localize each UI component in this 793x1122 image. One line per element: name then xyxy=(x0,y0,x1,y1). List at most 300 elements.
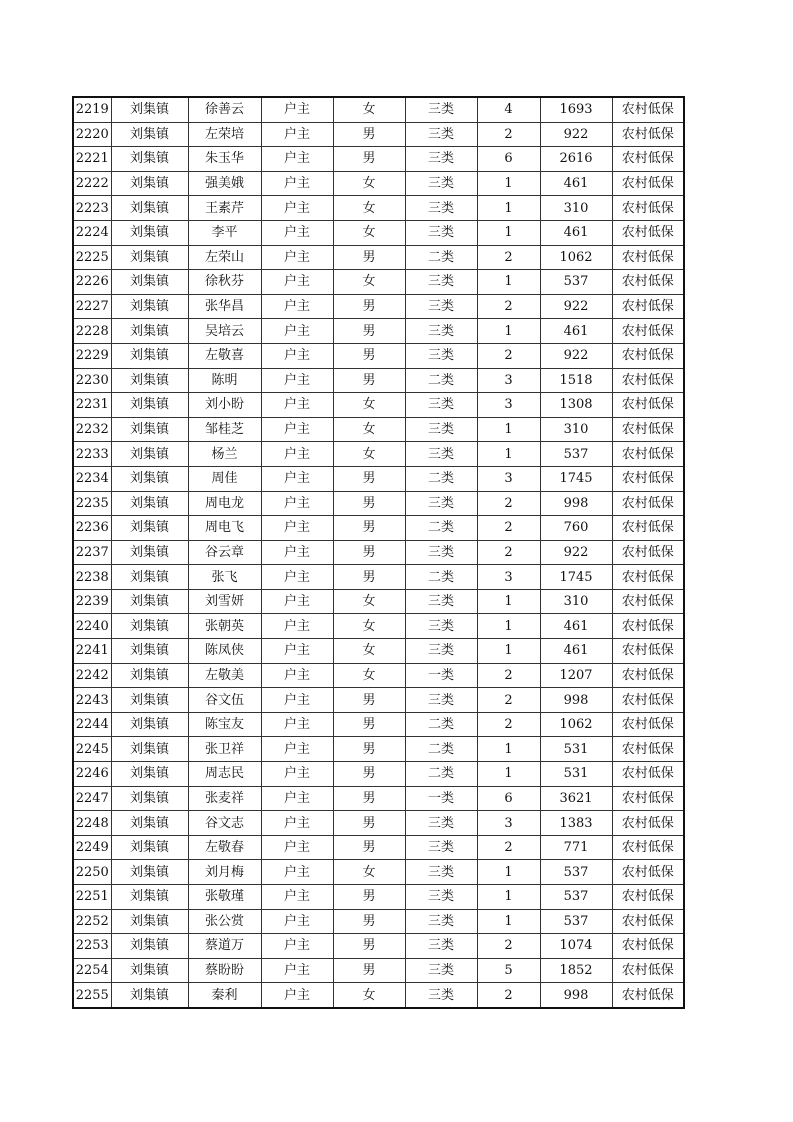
household-size-cell: 1 xyxy=(477,762,540,787)
row-number-cell: 2221 xyxy=(73,147,111,172)
gender-cell: 男 xyxy=(333,122,405,147)
amount-cell: 461 xyxy=(540,614,612,639)
row-number-cell: 2252 xyxy=(73,909,111,934)
category-cell: 三类 xyxy=(405,220,477,245)
town-cell: 刘集镇 xyxy=(111,811,188,836)
table-row xyxy=(73,97,684,122)
aid-type-cell: 农村低保 xyxy=(612,343,684,368)
document-page xyxy=(72,96,683,1009)
row-number-cell: 2227 xyxy=(73,294,111,319)
aid-type-cell: 农村低保 xyxy=(612,614,684,639)
aid-type-cell: 农村低保 xyxy=(612,811,684,836)
row-number-cell: 2253 xyxy=(73,934,111,959)
gender-cell: 男 xyxy=(333,245,405,270)
household-size-cell: 1 xyxy=(477,614,540,639)
town-cell: 刘集镇 xyxy=(111,196,188,221)
household-size-cell: 1 xyxy=(477,860,540,885)
beneficiary-table xyxy=(72,96,685,1009)
household-size-cell: 1 xyxy=(477,319,540,344)
name-cell: 左荣培 xyxy=(188,122,261,147)
table-row xyxy=(73,171,684,196)
aid-type-cell: 农村低保 xyxy=(612,712,684,737)
household-size-cell: 2 xyxy=(477,343,540,368)
gender-cell: 女 xyxy=(333,97,405,122)
gender-cell: 男 xyxy=(333,147,405,172)
name-cell: 张飞 xyxy=(188,565,261,590)
gender-cell: 男 xyxy=(333,466,405,491)
amount-cell: 1308 xyxy=(540,393,612,418)
aid-type-cell: 农村低保 xyxy=(612,196,684,221)
category-cell: 三类 xyxy=(405,958,477,983)
town-cell: 刘集镇 xyxy=(111,885,188,910)
town-cell: 刘集镇 xyxy=(111,934,188,959)
aid-type-cell: 农村低保 xyxy=(612,762,684,787)
name-cell: 刘月梅 xyxy=(188,860,261,885)
town-cell: 刘集镇 xyxy=(111,737,188,762)
household-size-cell: 2 xyxy=(477,491,540,516)
town-cell: 刘集镇 xyxy=(111,958,188,983)
town-cell: 刘集镇 xyxy=(111,540,188,565)
name-cell: 张卫祥 xyxy=(188,737,261,762)
name-cell: 周电龙 xyxy=(188,491,261,516)
gender-cell: 男 xyxy=(333,958,405,983)
relation-cell: 户主 xyxy=(261,417,333,442)
category-cell: 三类 xyxy=(405,319,477,344)
name-cell: 强美娥 xyxy=(188,171,261,196)
name-cell: 周志民 xyxy=(188,762,261,787)
category-cell: 三类 xyxy=(405,540,477,565)
gender-cell: 男 xyxy=(333,712,405,737)
category-cell: 三类 xyxy=(405,147,477,172)
aid-type-cell: 农村低保 xyxy=(612,442,684,467)
aid-type-cell: 农村低保 xyxy=(612,294,684,319)
table-row xyxy=(73,196,684,221)
gender-cell: 女 xyxy=(333,220,405,245)
category-cell: 三类 xyxy=(405,393,477,418)
category-cell: 一类 xyxy=(405,663,477,688)
table-row xyxy=(73,934,684,959)
category-cell: 三类 xyxy=(405,196,477,221)
aid-type-cell: 农村低保 xyxy=(612,466,684,491)
name-cell: 蔡道万 xyxy=(188,934,261,959)
amount-cell: 461 xyxy=(540,639,612,664)
town-cell: 刘集镇 xyxy=(111,147,188,172)
gender-cell: 男 xyxy=(333,516,405,541)
aid-type-cell: 农村低保 xyxy=(612,737,684,762)
name-cell: 谷文伍 xyxy=(188,688,261,713)
amount-cell: 310 xyxy=(540,196,612,221)
aid-type-cell: 农村低保 xyxy=(612,983,684,1008)
table-row xyxy=(73,245,684,270)
household-size-cell: 3 xyxy=(477,393,540,418)
row-number-cell: 2232 xyxy=(73,417,111,442)
gender-cell: 女 xyxy=(333,614,405,639)
town-cell: 刘集镇 xyxy=(111,860,188,885)
aid-type-cell: 农村低保 xyxy=(612,663,684,688)
relation-cell: 户主 xyxy=(261,565,333,590)
town-cell: 刘集镇 xyxy=(111,516,188,541)
table-row xyxy=(73,442,684,467)
town-cell: 刘集镇 xyxy=(111,417,188,442)
town-cell: 刘集镇 xyxy=(111,712,188,737)
town-cell: 刘集镇 xyxy=(111,294,188,319)
town-cell: 刘集镇 xyxy=(111,589,188,614)
table-row xyxy=(73,786,684,811)
amount-cell: 310 xyxy=(540,589,612,614)
amount-cell: 998 xyxy=(540,688,612,713)
table-row xyxy=(73,589,684,614)
name-cell: 左敬美 xyxy=(188,663,261,688)
aid-type-cell: 农村低保 xyxy=(612,97,684,122)
row-number-cell: 2240 xyxy=(73,614,111,639)
amount-cell: 922 xyxy=(540,343,612,368)
row-number-cell: 2239 xyxy=(73,589,111,614)
town-cell: 刘集镇 xyxy=(111,565,188,590)
relation-cell: 户主 xyxy=(261,639,333,664)
household-size-cell: 2 xyxy=(477,540,540,565)
name-cell: 张朝英 xyxy=(188,614,261,639)
row-number-cell: 2234 xyxy=(73,466,111,491)
town-cell: 刘集镇 xyxy=(111,171,188,196)
table-row xyxy=(73,885,684,910)
town-cell: 刘集镇 xyxy=(111,343,188,368)
relation-cell: 户主 xyxy=(261,122,333,147)
amount-cell: 760 xyxy=(540,516,612,541)
category-cell: 三类 xyxy=(405,97,477,122)
table-row xyxy=(73,688,684,713)
category-cell: 三类 xyxy=(405,934,477,959)
household-size-cell: 1 xyxy=(477,220,540,245)
category-cell: 二类 xyxy=(405,516,477,541)
table-row xyxy=(73,983,684,1008)
relation-cell: 户主 xyxy=(261,614,333,639)
household-size-cell: 6 xyxy=(477,147,540,172)
name-cell: 张公赏 xyxy=(188,909,261,934)
table-row xyxy=(73,466,684,491)
relation-cell: 户主 xyxy=(261,983,333,1008)
gender-cell: 男 xyxy=(333,368,405,393)
category-cell: 三类 xyxy=(405,688,477,713)
aid-type-cell: 农村低保 xyxy=(612,368,684,393)
household-size-cell: 2 xyxy=(477,294,540,319)
household-size-cell: 1 xyxy=(477,737,540,762)
aid-type-cell: 农村低保 xyxy=(612,540,684,565)
gender-cell: 男 xyxy=(333,835,405,860)
table-row xyxy=(73,220,684,245)
name-cell: 邹桂芝 xyxy=(188,417,261,442)
row-number-cell: 2250 xyxy=(73,860,111,885)
name-cell: 杨兰 xyxy=(188,442,261,467)
table-row xyxy=(73,319,684,344)
category-cell: 一类 xyxy=(405,786,477,811)
household-size-cell: 5 xyxy=(477,958,540,983)
town-cell: 刘集镇 xyxy=(111,762,188,787)
aid-type-cell: 农村低保 xyxy=(612,639,684,664)
row-number-cell: 2254 xyxy=(73,958,111,983)
household-size-cell: 2 xyxy=(477,934,540,959)
household-size-cell: 2 xyxy=(477,516,540,541)
relation-cell: 户主 xyxy=(261,540,333,565)
town-cell: 刘集镇 xyxy=(111,393,188,418)
town-cell: 刘集镇 xyxy=(111,442,188,467)
table-row xyxy=(73,540,684,565)
aid-type-cell: 农村低保 xyxy=(612,171,684,196)
amount-cell: 998 xyxy=(540,983,612,1008)
aid-type-cell: 农村低保 xyxy=(612,417,684,442)
relation-cell: 户主 xyxy=(261,860,333,885)
relation-cell: 户主 xyxy=(261,171,333,196)
household-size-cell: 4 xyxy=(477,97,540,122)
household-size-cell: 2 xyxy=(477,712,540,737)
name-cell: 徐秋芬 xyxy=(188,270,261,295)
row-number-cell: 2225 xyxy=(73,245,111,270)
name-cell: 刘雪妍 xyxy=(188,589,261,614)
town-cell: 刘集镇 xyxy=(111,614,188,639)
name-cell: 秦利 xyxy=(188,983,261,1008)
amount-cell: 922 xyxy=(540,540,612,565)
relation-cell: 户主 xyxy=(261,958,333,983)
gender-cell: 女 xyxy=(333,196,405,221)
town-cell: 刘集镇 xyxy=(111,466,188,491)
amount-cell: 461 xyxy=(540,171,612,196)
row-number-cell: 2222 xyxy=(73,171,111,196)
name-cell: 左敬春 xyxy=(188,835,261,860)
relation-cell: 户主 xyxy=(261,220,333,245)
gender-cell: 男 xyxy=(333,294,405,319)
town-cell: 刘集镇 xyxy=(111,786,188,811)
category-cell: 二类 xyxy=(405,712,477,737)
household-size-cell: 1 xyxy=(477,639,540,664)
table-row xyxy=(73,835,684,860)
household-size-cell: 2 xyxy=(477,245,540,270)
gender-cell: 男 xyxy=(333,491,405,516)
name-cell: 谷云章 xyxy=(188,540,261,565)
table-row xyxy=(73,294,684,319)
relation-cell: 户主 xyxy=(261,368,333,393)
row-number-cell: 2242 xyxy=(73,663,111,688)
name-cell: 谷文志 xyxy=(188,811,261,836)
category-cell: 三类 xyxy=(405,343,477,368)
household-size-cell: 1 xyxy=(477,417,540,442)
name-cell: 周电飞 xyxy=(188,516,261,541)
name-cell: 徐善云 xyxy=(188,97,261,122)
town-cell: 刘集镇 xyxy=(111,491,188,516)
gender-cell: 女 xyxy=(333,393,405,418)
table-row xyxy=(73,270,684,295)
household-size-cell: 1 xyxy=(477,909,540,934)
relation-cell: 户主 xyxy=(261,491,333,516)
aid-type-cell: 农村低保 xyxy=(612,589,684,614)
category-cell: 三类 xyxy=(405,122,477,147)
name-cell: 蔡盼盼 xyxy=(188,958,261,983)
category-cell: 三类 xyxy=(405,589,477,614)
category-cell: 三类 xyxy=(405,860,477,885)
row-number-cell: 2235 xyxy=(73,491,111,516)
table-row xyxy=(73,762,684,787)
aid-type-cell: 农村低保 xyxy=(612,565,684,590)
name-cell: 朱玉华 xyxy=(188,147,261,172)
gender-cell: 男 xyxy=(333,786,405,811)
relation-cell: 户主 xyxy=(261,663,333,688)
row-number-cell: 2219 xyxy=(73,97,111,122)
row-number-cell: 2246 xyxy=(73,762,111,787)
aid-type-cell: 农村低保 xyxy=(612,220,684,245)
table-row xyxy=(73,147,684,172)
household-size-cell: 1 xyxy=(477,442,540,467)
relation-cell: 户主 xyxy=(261,147,333,172)
relation-cell: 户主 xyxy=(261,885,333,910)
gender-cell: 女 xyxy=(333,171,405,196)
household-size-cell: 1 xyxy=(477,196,540,221)
name-cell: 刘小盼 xyxy=(188,393,261,418)
table-row xyxy=(73,860,684,885)
table-row xyxy=(73,909,684,934)
row-number-cell: 2223 xyxy=(73,196,111,221)
amount-cell: 1062 xyxy=(540,245,612,270)
row-number-cell: 2228 xyxy=(73,319,111,344)
name-cell: 张华昌 xyxy=(188,294,261,319)
table-row xyxy=(73,565,684,590)
amount-cell: 537 xyxy=(540,885,612,910)
relation-cell: 户主 xyxy=(261,97,333,122)
row-number-cell: 2231 xyxy=(73,393,111,418)
aid-type-cell: 农村低保 xyxy=(612,491,684,516)
table-row xyxy=(73,811,684,836)
household-size-cell: 1 xyxy=(477,270,540,295)
category-cell: 二类 xyxy=(405,466,477,491)
amount-cell: 922 xyxy=(540,294,612,319)
relation-cell: 户主 xyxy=(261,934,333,959)
category-cell: 三类 xyxy=(405,639,477,664)
relation-cell: 户主 xyxy=(261,319,333,344)
amount-cell: 537 xyxy=(540,909,612,934)
amount-cell: 537 xyxy=(540,860,612,885)
gender-cell: 男 xyxy=(333,811,405,836)
aid-type-cell: 农村低保 xyxy=(612,147,684,172)
row-number-cell: 2238 xyxy=(73,565,111,590)
relation-cell: 户主 xyxy=(261,294,333,319)
table-row xyxy=(73,343,684,368)
aid-type-cell: 农村低保 xyxy=(612,786,684,811)
aid-type-cell: 农村低保 xyxy=(612,319,684,344)
amount-cell: 3621 xyxy=(540,786,612,811)
gender-cell: 男 xyxy=(333,737,405,762)
relation-cell: 户主 xyxy=(261,712,333,737)
town-cell: 刘集镇 xyxy=(111,639,188,664)
aid-type-cell: 农村低保 xyxy=(612,245,684,270)
gender-cell: 男 xyxy=(333,934,405,959)
aid-type-cell: 农村低保 xyxy=(612,393,684,418)
category-cell: 三类 xyxy=(405,294,477,319)
household-size-cell: 3 xyxy=(477,466,540,491)
row-number-cell: 2226 xyxy=(73,270,111,295)
amount-cell: 537 xyxy=(540,270,612,295)
name-cell: 王素芹 xyxy=(188,196,261,221)
name-cell: 左敬喜 xyxy=(188,343,261,368)
town-cell: 刘集镇 xyxy=(111,122,188,147)
amount-cell: 1693 xyxy=(540,97,612,122)
aid-type-cell: 农村低保 xyxy=(612,122,684,147)
town-cell: 刘集镇 xyxy=(111,983,188,1008)
aid-type-cell: 农村低保 xyxy=(612,270,684,295)
row-number-cell: 2237 xyxy=(73,540,111,565)
town-cell: 刘集镇 xyxy=(111,245,188,270)
row-number-cell: 2229 xyxy=(73,343,111,368)
row-number-cell: 2247 xyxy=(73,786,111,811)
gender-cell: 男 xyxy=(333,909,405,934)
aid-type-cell: 农村低保 xyxy=(612,934,684,959)
household-size-cell: 3 xyxy=(477,811,540,836)
table-row xyxy=(73,639,684,664)
household-size-cell: 2 xyxy=(477,983,540,1008)
relation-cell: 户主 xyxy=(261,196,333,221)
amount-cell: 531 xyxy=(540,737,612,762)
row-number-cell: 2248 xyxy=(73,811,111,836)
town-cell: 刘集镇 xyxy=(111,663,188,688)
gender-cell: 男 xyxy=(333,319,405,344)
row-number-cell: 2220 xyxy=(73,122,111,147)
town-cell: 刘集镇 xyxy=(111,835,188,860)
table-row xyxy=(73,368,684,393)
table-row xyxy=(73,737,684,762)
row-number-cell: 2255 xyxy=(73,983,111,1008)
amount-cell: 2616 xyxy=(540,147,612,172)
table-row xyxy=(73,491,684,516)
table-row xyxy=(73,393,684,418)
category-cell: 三类 xyxy=(405,270,477,295)
category-cell: 三类 xyxy=(405,811,477,836)
category-cell: 三类 xyxy=(405,835,477,860)
relation-cell: 户主 xyxy=(261,589,333,614)
gender-cell: 男 xyxy=(333,540,405,565)
row-number-cell: 2244 xyxy=(73,712,111,737)
household-size-cell: 2 xyxy=(477,688,540,713)
household-size-cell: 1 xyxy=(477,885,540,910)
relation-cell: 户主 xyxy=(261,343,333,368)
town-cell: 刘集镇 xyxy=(111,368,188,393)
category-cell: 二类 xyxy=(405,565,477,590)
relation-cell: 户主 xyxy=(261,762,333,787)
table-row xyxy=(73,712,684,737)
relation-cell: 户主 xyxy=(261,688,333,713)
row-number-cell: 2241 xyxy=(73,639,111,664)
household-size-cell: 3 xyxy=(477,368,540,393)
aid-type-cell: 农村低保 xyxy=(612,958,684,983)
household-size-cell: 6 xyxy=(477,786,540,811)
category-cell: 三类 xyxy=(405,491,477,516)
amount-cell: 1852 xyxy=(540,958,612,983)
gender-cell: 男 xyxy=(333,762,405,787)
town-cell: 刘集镇 xyxy=(111,97,188,122)
town-cell: 刘集镇 xyxy=(111,319,188,344)
category-cell: 三类 xyxy=(405,171,477,196)
row-number-cell: 2249 xyxy=(73,835,111,860)
name-cell: 陈宝友 xyxy=(188,712,261,737)
table-body xyxy=(73,97,684,1008)
amount-cell: 1518 xyxy=(540,368,612,393)
name-cell: 吴培云 xyxy=(188,319,261,344)
town-cell: 刘集镇 xyxy=(111,220,188,245)
row-number-cell: 2230 xyxy=(73,368,111,393)
relation-cell: 户主 xyxy=(261,737,333,762)
household-size-cell: 2 xyxy=(477,122,540,147)
town-cell: 刘集镇 xyxy=(111,909,188,934)
category-cell: 二类 xyxy=(405,737,477,762)
relation-cell: 户主 xyxy=(261,811,333,836)
category-cell: 二类 xyxy=(405,368,477,393)
gender-cell: 女 xyxy=(333,663,405,688)
amount-cell: 1062 xyxy=(540,712,612,737)
